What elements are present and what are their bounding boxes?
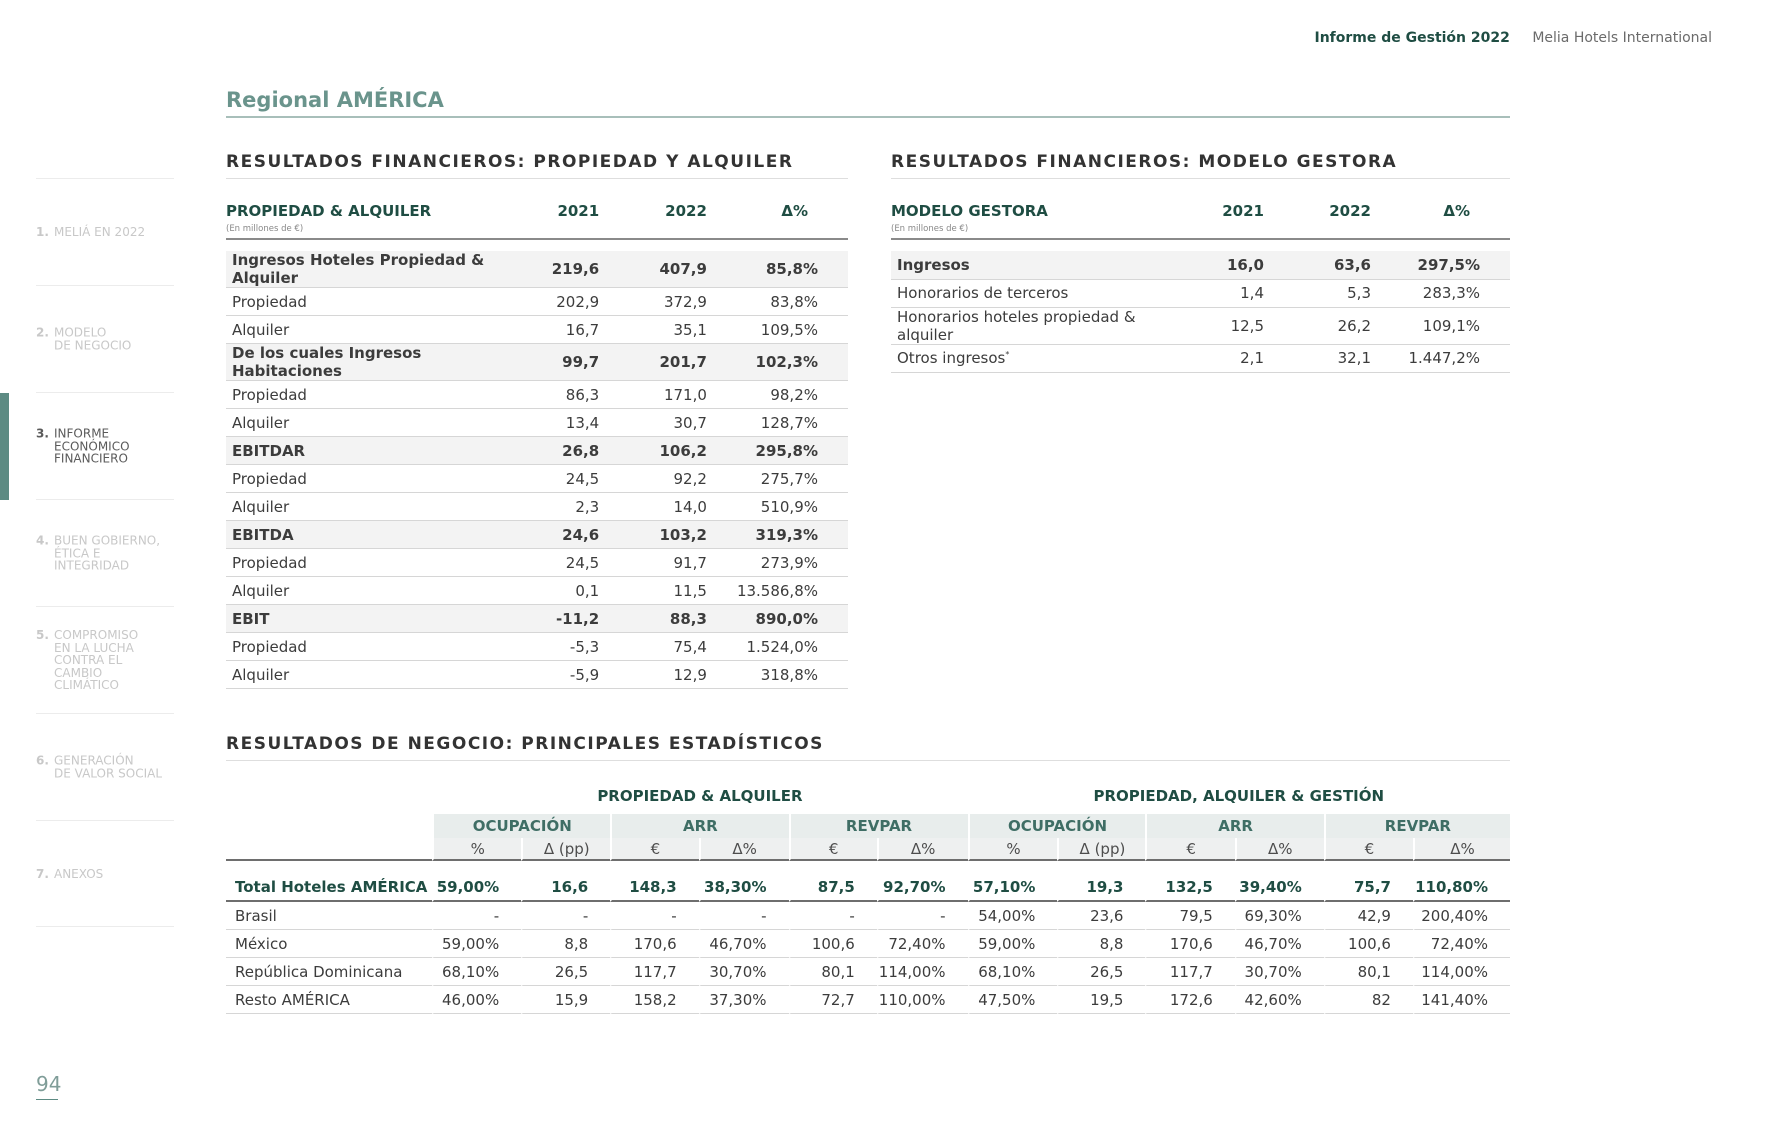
table-row bbox=[226, 381, 848, 409]
sub-header: % bbox=[968, 838, 1058, 861]
value-2021: 24,6 bbox=[519, 521, 629, 549]
value-2021: 202,9 bbox=[519, 288, 629, 316]
row-label: EBITDAR bbox=[232, 441, 306, 460]
sub-header: € bbox=[789, 838, 877, 861]
sub-header: Δ% bbox=[1235, 838, 1324, 861]
sidebar-item-label-line: ECONÓMICO bbox=[54, 438, 130, 453]
stat-value: 69,30% bbox=[1235, 902, 1324, 930]
sidebar-item-7[interactable] bbox=[36, 820, 174, 927]
value-2022: 63,6 bbox=[1294, 251, 1401, 279]
stat-value: 47,50% bbox=[968, 986, 1058, 1014]
table-row bbox=[226, 465, 848, 493]
table-row bbox=[891, 251, 1510, 279]
value-delta: 510,9% bbox=[737, 493, 848, 521]
row-label: Ingresos Hoteles Propiedad & Alquiler bbox=[232, 251, 485, 287]
table-row bbox=[891, 344, 1510, 372]
row-label: Propiedad bbox=[232, 385, 307, 404]
sidebar-item-5[interactable] bbox=[36, 606, 174, 713]
value-delta: 318,8% bbox=[737, 661, 848, 689]
value-2022: 407,9 bbox=[629, 251, 737, 288]
sidebar-item-content bbox=[36, 755, 162, 780]
management-model-table bbox=[891, 194, 1510, 373]
stat-value: 8,8 bbox=[1057, 930, 1145, 958]
value-2022: 26,2 bbox=[1294, 307, 1401, 344]
sidebar-item-label bbox=[54, 867, 103, 880]
table-row bbox=[226, 577, 848, 605]
stat-value: 132,5 bbox=[1145, 874, 1234, 902]
sidebar-item-label-line: CONTRA EL CAMBIO bbox=[54, 652, 123, 680]
value-delta: 890,0% bbox=[737, 605, 848, 633]
stat-value: 79,5 bbox=[1145, 902, 1234, 930]
row-label: Alquiler bbox=[232, 665, 290, 684]
value-2021: 2,3 bbox=[519, 493, 629, 521]
management-section-divider bbox=[891, 178, 1510, 179]
sidebar-item-number: 7. bbox=[36, 866, 49, 881]
stat-value: 110,80% bbox=[1413, 874, 1510, 902]
sidebar-item-6[interactable] bbox=[36, 713, 174, 820]
stat-value: 19,3 bbox=[1057, 874, 1145, 902]
stat-value: - bbox=[877, 902, 968, 930]
row-label: Otros ingresos bbox=[897, 349, 1006, 367]
stat-value: 59,00% bbox=[432, 874, 521, 902]
row-label-cell bbox=[226, 344, 519, 381]
row-label: Resto AMÉRICA bbox=[226, 986, 432, 1014]
table-row bbox=[226, 437, 848, 465]
metric-header-row bbox=[226, 814, 1510, 838]
row-label-cell bbox=[226, 288, 519, 316]
value-2022: 5,3 bbox=[1294, 279, 1401, 307]
sidebar-item-number: 6. bbox=[36, 753, 49, 768]
row-label: Honorarios de terceros bbox=[897, 284, 1069, 302]
sidebar-item-label-line: DE VALOR SOCIAL bbox=[54, 766, 163, 780]
table-spacer bbox=[226, 861, 1510, 874]
value-2021: -5,3 bbox=[519, 633, 629, 661]
blank-cell bbox=[226, 814, 432, 838]
sub-header: Δ% bbox=[699, 838, 789, 861]
sidebar-item-content bbox=[36, 629, 174, 692]
row-label: Alquiler bbox=[232, 581, 290, 600]
value-2022: 75,4 bbox=[629, 633, 737, 661]
stat-value: 114,00% bbox=[877, 958, 968, 986]
row-label: Alquiler bbox=[232, 413, 290, 432]
blank-cell bbox=[226, 838, 432, 861]
stat-value: 68,10% bbox=[432, 958, 521, 986]
value-delta: 1.447,2% bbox=[1401, 344, 1510, 372]
stat-value: 141,40% bbox=[1413, 986, 1510, 1014]
stat-value: 117,7 bbox=[610, 958, 698, 986]
row-label-cell bbox=[226, 465, 519, 493]
unit-note: (En millones de €) bbox=[891, 224, 969, 234]
stat-value: 114,00% bbox=[1413, 958, 1510, 986]
sidebar-item-label-line: MELIÁ EN 2022 bbox=[54, 224, 146, 239]
stat-value: 23,6 bbox=[1057, 902, 1145, 930]
table-row bbox=[226, 986, 1510, 1014]
table-row bbox=[891, 279, 1510, 307]
sub-header: % bbox=[432, 838, 521, 861]
column-header-2022: 2022 bbox=[629, 194, 737, 239]
value-delta: 283,3% bbox=[1401, 279, 1510, 307]
value-2021: 26,8 bbox=[519, 437, 629, 465]
stat-value: 8,8 bbox=[521, 930, 610, 958]
value-2021: 99,7 bbox=[519, 344, 629, 381]
property-section-title: RESULTADOS FINANCIEROS: PROPIEDAD Y ALQUILER bbox=[226, 152, 794, 172]
region-title: Regional AMÉRICA bbox=[226, 88, 444, 112]
row-label: EBIT bbox=[232, 609, 270, 628]
table-row bbox=[226, 958, 1510, 986]
stat-value: 37,30% bbox=[699, 986, 789, 1014]
value-2021: 24,5 bbox=[519, 549, 629, 577]
stat-value: 59,00% bbox=[968, 930, 1058, 958]
sidebar-item-label bbox=[54, 226, 145, 239]
sidebar-item-number: 4. bbox=[36, 533, 49, 548]
sidebar-item-label-line: EN LA LUCHA bbox=[54, 640, 134, 655]
table-spacer bbox=[226, 239, 848, 251]
table-row bbox=[226, 493, 848, 521]
value-2021: 1,4 bbox=[1184, 279, 1294, 307]
row-label: Propiedad bbox=[232, 469, 307, 488]
stat-value: 170,6 bbox=[1145, 930, 1234, 958]
value-delta: 295,8% bbox=[737, 437, 848, 465]
sidebar-item-number: 2. bbox=[36, 325, 49, 340]
report-title: Informe de Gestión 2022 bbox=[1314, 30, 1510, 46]
value-2022: 201,7 bbox=[629, 344, 737, 381]
stat-value: 46,00% bbox=[432, 986, 521, 1014]
row-label-cell bbox=[891, 251, 1184, 279]
table-row bbox=[226, 549, 848, 577]
column-header-2021: 2021 bbox=[1184, 194, 1294, 239]
spacer-cell bbox=[226, 861, 1510, 874]
value-2022: 14,0 bbox=[629, 493, 737, 521]
value-2022: 103,2 bbox=[629, 521, 737, 549]
stat-value: 100,6 bbox=[789, 930, 877, 958]
value-2022: 171,0 bbox=[629, 381, 737, 409]
value-2021: 16,7 bbox=[519, 316, 629, 344]
value-2022: 32,1 bbox=[1294, 344, 1401, 372]
sidebar-item-label-line: ANEXOS bbox=[54, 866, 104, 881]
page-number-underline bbox=[36, 1099, 58, 1100]
group-header: PROPIEDAD & ALQUILER bbox=[597, 787, 803, 805]
value-delta: 319,3% bbox=[737, 521, 848, 549]
value-delta: 83,8% bbox=[737, 288, 848, 316]
stat-value: 39,40% bbox=[1235, 874, 1324, 902]
stat-value: 59,00% bbox=[432, 930, 521, 958]
unit-note: (En millones de €) bbox=[226, 224, 304, 234]
stat-value: 30,70% bbox=[699, 958, 789, 986]
stat-value: 16,6 bbox=[521, 874, 610, 902]
value-delta: 297,5% bbox=[1401, 251, 1510, 279]
stat-value: 46,70% bbox=[699, 930, 789, 958]
sidebar-item-label bbox=[54, 534, 174, 572]
row-label-cell bbox=[226, 437, 519, 465]
stat-value: - bbox=[610, 902, 698, 930]
sidebar-item-label-line: CLIMÁTICO bbox=[54, 677, 119, 692]
table-row bbox=[226, 605, 848, 633]
sub-header: Δ% bbox=[1413, 838, 1510, 861]
metric-header: ARR bbox=[610, 814, 788, 838]
sidebar-item-label-line: INFORME bbox=[54, 426, 110, 441]
sub-header: € bbox=[610, 838, 698, 861]
stat-value: 92,70% bbox=[877, 874, 968, 902]
value-delta: 1.524,0% bbox=[737, 633, 848, 661]
value-2022: 11,5 bbox=[629, 577, 737, 605]
stats-section-title: RESULTADOS DE NEGOCIO: PRINCIPALES ESTADÍSTICOS bbox=[226, 734, 824, 754]
sidebar-item-3[interactable] bbox=[36, 392, 174, 499]
stat-value: 54,00% bbox=[968, 902, 1058, 930]
total-row bbox=[226, 874, 1510, 902]
sidebar-item-label-line: BUEN GOBIERNO, bbox=[54, 533, 161, 548]
sub-header: € bbox=[1145, 838, 1234, 861]
value-2021: -5,9 bbox=[519, 661, 629, 689]
row-label-cell bbox=[226, 633, 519, 661]
stat-value: 26,5 bbox=[521, 958, 610, 986]
stat-value: 170,6 bbox=[610, 930, 698, 958]
sub-header: Δ (pp) bbox=[521, 838, 610, 861]
value-2021: 0,1 bbox=[519, 577, 629, 605]
table-row bbox=[226, 930, 1510, 958]
sidebar-item-label-line: MODELO bbox=[54, 325, 107, 340]
row-label-cell bbox=[891, 344, 1184, 372]
sub-header: Δ (pp) bbox=[1057, 838, 1145, 861]
sidebar-item-number: 3. bbox=[36, 426, 49, 441]
value-delta: 85,8% bbox=[737, 251, 848, 288]
value-2022: 372,9 bbox=[629, 288, 737, 316]
metric-header: OCUPACIÓN bbox=[968, 814, 1146, 838]
spacer-cell bbox=[226, 239, 848, 251]
row-label: Propiedad bbox=[232, 637, 307, 656]
property-section-divider bbox=[226, 178, 848, 179]
table-spacer bbox=[891, 239, 1510, 251]
stat-value: 110,00% bbox=[877, 986, 968, 1014]
stat-value: 80,1 bbox=[789, 958, 877, 986]
sidebar-item-label bbox=[54, 755, 162, 780]
value-2021: 16,0 bbox=[1184, 251, 1294, 279]
value-2021: 24,5 bbox=[519, 465, 629, 493]
table-row bbox=[226, 316, 848, 344]
sidebar-item-content bbox=[36, 534, 174, 572]
value-delta: 102,3% bbox=[737, 344, 848, 381]
stats-section-divider bbox=[226, 760, 1510, 761]
subheader-row bbox=[226, 838, 1510, 861]
row-label-cell bbox=[226, 316, 519, 344]
table-header-row bbox=[226, 194, 848, 239]
metric-header: OCUPACIÓN bbox=[432, 814, 610, 838]
value-delta: 128,7% bbox=[737, 409, 848, 437]
stat-value: 42,9 bbox=[1324, 902, 1413, 930]
row-label: Honorarios hoteles propiedad & alquiler bbox=[897, 307, 1136, 344]
sidebar-item-label-line: ÉTICA E INTEGRIDAD bbox=[54, 545, 130, 573]
metric-header: REVPAR bbox=[789, 814, 968, 838]
table-row bbox=[226, 902, 1510, 930]
value-2022: 92,2 bbox=[629, 465, 737, 493]
management-section-title: RESULTADOS FINANCIEROS: MODELO GESTORA bbox=[891, 152, 1398, 172]
stat-value: - bbox=[789, 902, 877, 930]
stat-value: 38,30% bbox=[699, 874, 789, 902]
business-statistics-table bbox=[226, 778, 1510, 1014]
column-header-2021: 2021 bbox=[519, 194, 629, 239]
value-delta: 109,5% bbox=[737, 316, 848, 344]
sidebar-item-label bbox=[54, 427, 130, 465]
table-row bbox=[226, 344, 848, 381]
sidebar-item-2[interactable] bbox=[36, 285, 174, 392]
sidebar-item-content bbox=[36, 327, 131, 352]
stat-value: 72,7 bbox=[789, 986, 877, 1014]
sidebar-item-content bbox=[36, 226, 145, 239]
table-row bbox=[226, 288, 848, 316]
stat-value: 82 bbox=[1324, 986, 1413, 1014]
row-label-cell bbox=[891, 279, 1184, 307]
property-rent-table bbox=[226, 194, 848, 689]
value-2022: 91,7 bbox=[629, 549, 737, 577]
stat-value: 46,70% bbox=[1235, 930, 1324, 958]
sidebar-item-1[interactable] bbox=[36, 178, 174, 285]
sidebar-item-number: 1. bbox=[36, 224, 49, 239]
value-2021: 86,3 bbox=[519, 381, 629, 409]
row-label-cell bbox=[226, 605, 519, 633]
sidebar-item-content bbox=[36, 867, 103, 880]
stat-value: 30,70% bbox=[1235, 958, 1324, 986]
value-2022: 88,3 bbox=[629, 605, 737, 633]
stat-value: 200,40% bbox=[1413, 902, 1510, 930]
sidebar-item-content bbox=[36, 427, 130, 465]
value-2021: 12,5 bbox=[1184, 307, 1294, 344]
stat-value: 72,40% bbox=[877, 930, 968, 958]
sidebar-item-4[interactable] bbox=[36, 499, 174, 606]
row-label-cell bbox=[226, 409, 519, 437]
stat-value: 72,40% bbox=[1413, 930, 1510, 958]
sub-header: Δ% bbox=[877, 838, 968, 861]
stat-value: 42,60% bbox=[1235, 986, 1324, 1014]
value-2022: 30,7 bbox=[629, 409, 737, 437]
row-label: Alquiler bbox=[232, 497, 290, 516]
table-row bbox=[226, 409, 848, 437]
sidebar-item-label-line: GENERACIÓN bbox=[54, 753, 134, 768]
sidebar-item-label bbox=[54, 327, 131, 352]
row-label-cell bbox=[226, 661, 519, 689]
row-label-cell bbox=[891, 307, 1184, 344]
stat-value: 15,9 bbox=[521, 986, 610, 1014]
stat-value: 172,6 bbox=[1145, 986, 1234, 1014]
stat-value: 75,7 bbox=[1324, 874, 1413, 902]
row-label: Brasil bbox=[226, 902, 432, 930]
stat-value: - bbox=[699, 902, 789, 930]
sub-header: € bbox=[1324, 838, 1413, 861]
sidebar-item-label bbox=[54, 629, 174, 692]
stat-value: 19,5 bbox=[1057, 986, 1145, 1014]
blank-cell bbox=[226, 778, 432, 814]
value-2021: 2,1 bbox=[1184, 344, 1294, 372]
value-2021: 13,4 bbox=[519, 409, 629, 437]
sidebar-nav bbox=[36, 178, 174, 927]
stat-value: 26,5 bbox=[1057, 958, 1145, 986]
column-header-delta: Δ% bbox=[737, 194, 848, 239]
sidebar-item-label-line: DE NEGOCIO bbox=[54, 338, 132, 352]
page-header bbox=[1314, 30, 1712, 46]
stat-value: - bbox=[521, 902, 610, 930]
row-label-cell bbox=[226, 577, 519, 605]
column-header-2022: 2022 bbox=[1294, 194, 1401, 239]
company-name: Melia Hotels International bbox=[1532, 30, 1712, 46]
column-header-label: PROPIEDAD & ALQUILER bbox=[226, 202, 432, 220]
spacer-cell bbox=[891, 239, 1510, 251]
footnote-mark: * bbox=[1005, 350, 1010, 359]
value-2022: 35,1 bbox=[629, 316, 737, 344]
value-delta: 273,9% bbox=[737, 549, 848, 577]
stat-value: 117,7 bbox=[1145, 958, 1234, 986]
table-row bbox=[226, 661, 848, 689]
value-delta: 13.586,8% bbox=[737, 577, 848, 605]
sidebar-item-number: 5. bbox=[36, 627, 49, 642]
column-header-delta: Δ% bbox=[1401, 194, 1510, 239]
table-row bbox=[891, 307, 1510, 344]
stat-value: 80,1 bbox=[1324, 958, 1413, 986]
stat-value: 158,2 bbox=[610, 986, 698, 1014]
group-header-row bbox=[226, 778, 1510, 814]
row-label: EBITDA bbox=[232, 525, 294, 544]
table-row bbox=[226, 521, 848, 549]
column-header-concept bbox=[891, 194, 1184, 239]
row-label-cell bbox=[226, 521, 519, 549]
row-label: México bbox=[226, 930, 432, 958]
region-title-divider bbox=[226, 116, 1510, 118]
value-2021: 219,6 bbox=[519, 251, 629, 288]
row-label-cell bbox=[226, 493, 519, 521]
row-label: Alquiler bbox=[232, 320, 290, 339]
value-2021: -11,2 bbox=[519, 605, 629, 633]
value-delta: 109,1% bbox=[1401, 307, 1510, 344]
row-label: Propiedad bbox=[232, 292, 307, 311]
sidebar-item-label-line: FINANCIERO bbox=[54, 451, 128, 466]
stat-value: - bbox=[432, 902, 521, 930]
table-header-row bbox=[891, 194, 1510, 239]
value-2022: 12,9 bbox=[629, 661, 737, 689]
row-label: De los cuales Ingresos Habitaciones bbox=[232, 344, 422, 380]
stat-value: 68,10% bbox=[968, 958, 1058, 986]
row-label-cell bbox=[226, 251, 519, 288]
value-delta: 98,2% bbox=[737, 381, 848, 409]
row-label: Ingresos bbox=[897, 255, 970, 274]
table-row bbox=[226, 633, 848, 661]
active-section-indicator bbox=[0, 393, 9, 500]
row-label-cell bbox=[226, 549, 519, 577]
column-header-concept bbox=[226, 194, 519, 239]
row-label: Propiedad bbox=[232, 553, 307, 572]
value-2022: 106,2 bbox=[629, 437, 737, 465]
table-row bbox=[226, 251, 848, 288]
value-delta: 275,7% bbox=[737, 465, 848, 493]
stat-value: 57,10% bbox=[968, 874, 1058, 902]
metric-header: REVPAR bbox=[1324, 814, 1510, 838]
row-label: República Dominicana bbox=[226, 958, 432, 986]
page-number: 94 bbox=[36, 1072, 62, 1096]
sidebar-item-label-line: COMPROMISO bbox=[54, 627, 139, 642]
stat-value: 148,3 bbox=[610, 874, 698, 902]
column-header-label: MODELO GESTORA bbox=[891, 202, 1048, 220]
stat-value: 87,5 bbox=[789, 874, 877, 902]
stat-value: 100,6 bbox=[1324, 930, 1413, 958]
metric-header: ARR bbox=[1145, 814, 1323, 838]
group-header: PROPIEDAD, ALQUILER & GESTIÓN bbox=[1093, 787, 1385, 805]
row-label: Total Hoteles AMÉRICA bbox=[226, 874, 432, 902]
row-label-cell bbox=[226, 381, 519, 409]
